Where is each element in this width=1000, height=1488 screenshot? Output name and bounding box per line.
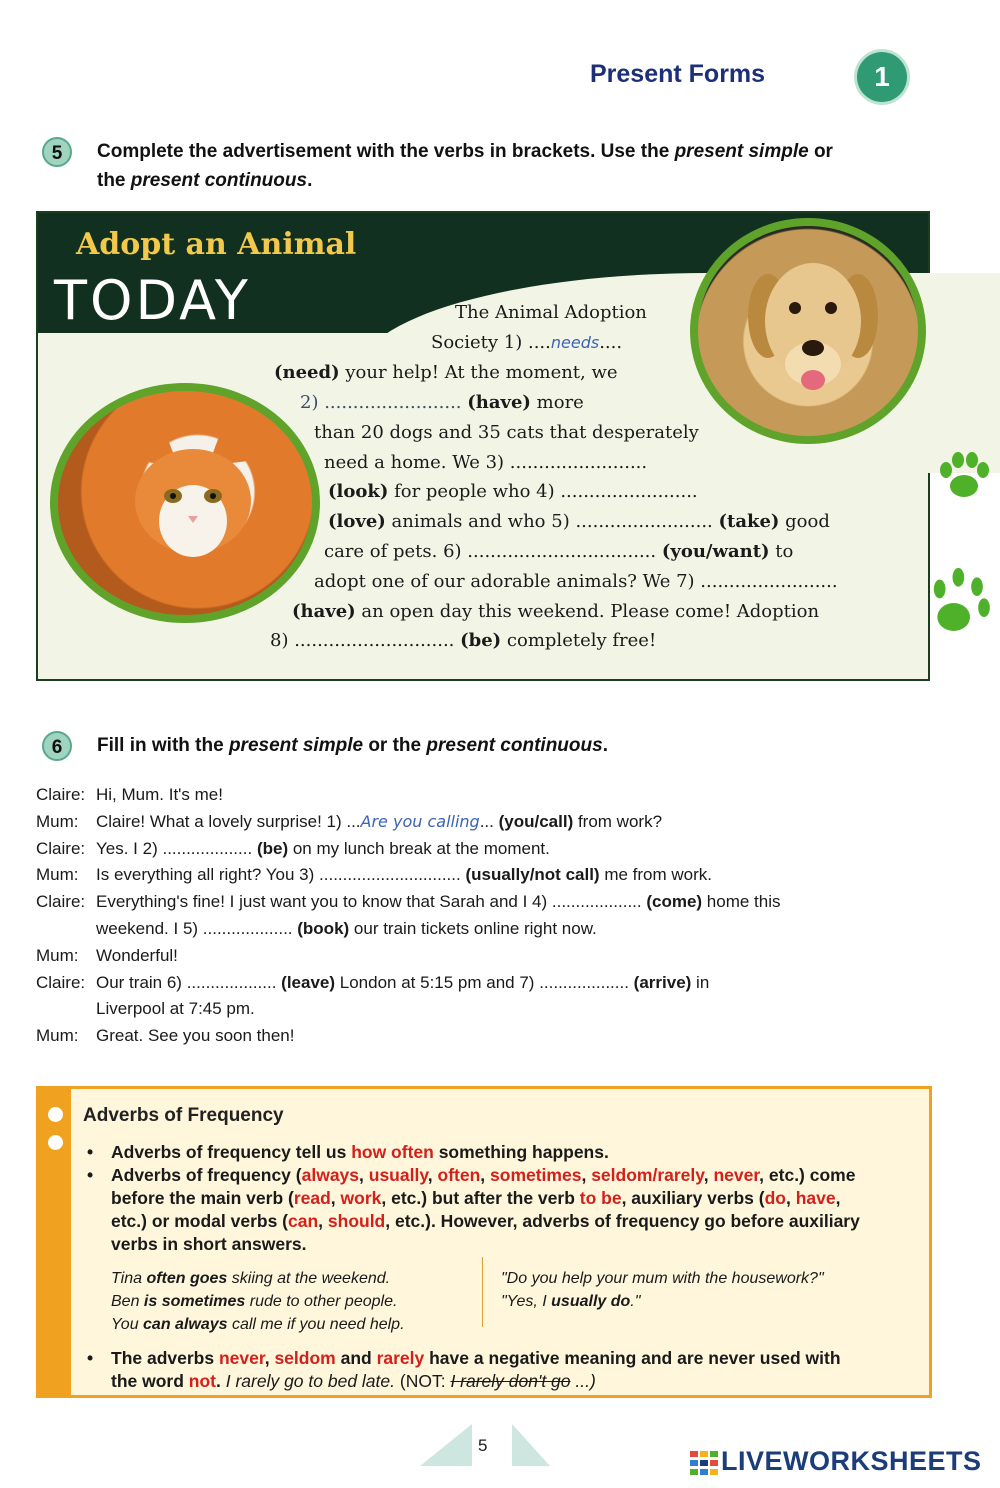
advert-line-6[interactable]: need a home. We 3) ........................ — [324, 452, 648, 473]
blank-5[interactable]: animals and who 5) ........................ — [385, 511, 719, 532]
grammar-title: Adverbs of Frequency — [83, 1105, 284, 1126]
speaker: Claire: — [36, 972, 86, 992]
footer-decoration-right — [512, 1424, 550, 1466]
liveworksheets-logo: LIVEWORKSHEETS — [690, 1446, 982, 1477]
dialogue-line: weekend. I 5) ................... (book) our train tickets online right now. — [96, 918, 597, 938]
dialogue — [36, 782, 936, 1050]
dialogue-line: Liverpool at 7:45 pm. — [96, 999, 255, 1019]
advert-line-10[interactable]: adopt one of our adorable animals? We 7) ........................ — [314, 571, 838, 592]
grammar-box: Adverbs of Frequency • Adverbs of frequency tell us how often something happens. • Adverbs of frequency (always, usually, often, sometimes, seldom/rarely, never, etc.) come before the main verb (read, work, etc.) but after the verb to be, auxiliary verbs (do, have, etc.) or modal verbs (can, should, etc.). However, adverbs of frequency go before auxiliary verbs in short answers. Tina often goes skiing at the weekend. Ben is sometimes rude to other people. You can always call me if you need help. "Do you help your mum with the housework?" "Yes, I usually do." • The adverbs never, seldom and rarely have a negative meaning and are never used with the word not. I rarely go to bed late. (NOT: I rarely don't go ...) — [36, 1086, 932, 1398]
advert-line-11: (have) an open day this weekend. Please come! Adoption — [292, 601, 820, 622]
blank-2[interactable]: 2) ........................ — [300, 392, 468, 413]
dog-photo — [690, 218, 926, 444]
dialogue-line: Claire: Everything's fine! I just want you to know that Sarah and I 4) ................... (come) home this — [36, 889, 936, 916]
ring-hole — [48, 1107, 63, 1122]
exercise-6-instruction: Fill in with the present simple or the present continuous. — [97, 735, 608, 756]
dialogue-line: Mum: Great. See you soon then! — [36, 1023, 936, 1050]
page-title: Present Forms — [590, 60, 766, 88]
example-divider — [482, 1257, 483, 1327]
advert-line-8: (love) animals and who 5) ........................ (take) good — [328, 511, 830, 532]
unit-number-badge: 1 — [857, 52, 907, 102]
example-sentence: You can always call me if you need help. — [111, 1316, 405, 1333]
advertisement-box — [36, 211, 930, 681]
dog-illustration-icon — [738, 246, 888, 426]
cat-photo — [50, 383, 320, 623]
blank-5[interactable]: weekend. I 5) ................... — [96, 918, 298, 938]
blank-8[interactable]: 8) ............................ — [270, 630, 461, 651]
advert-line-12: 8) ............................ (be) completely free! — [270, 630, 657, 651]
speaker: Claire: — [36, 785, 86, 804]
speaker: Mum: — [36, 811, 79, 831]
speaker: Mum: — [36, 945, 79, 965]
paw-print-icon — [930, 568, 996, 638]
advert-line-7: (look) for people who 4) ........................ — [328, 481, 698, 502]
cat-illustration-icon — [118, 421, 268, 571]
page-number: 5 — [478, 1436, 488, 1455]
dialogue-line: Mum: Is everything all right? You 3) .............................. (usually/not call) me from work. — [36, 862, 936, 889]
advert-line-4: 2) ........................ (have) more — [300, 392, 584, 413]
liveworksheets-grid-icon — [690, 1451, 718, 1475]
example-sentence: "Do you help your mum with the housework?" — [501, 1270, 824, 1287]
example-sentence: Tina often goes skiing at the weekend. — [111, 1270, 391, 1287]
advert-line-3: (need) your help! At the moment, we — [274, 362, 618, 383]
grammar-side-strip — [39, 1089, 71, 1395]
speaker: Claire: — [36, 838, 86, 858]
blank-4[interactable]: Everything's fine! I just want you to know that Sarah and I 4) ................... — [96, 892, 647, 912]
speaker: Claire: — [36, 892, 86, 912]
blank-7[interactable]: London at 5:15 pm and 7) ................... — [335, 972, 634, 992]
example-sentence: "Yes, I usually do." — [501, 1293, 641, 1310]
dialogue-line: Claire: Yes. I 2) ................... (be) on my lunch break at the moment. — [36, 836, 936, 863]
advert-line-5: than 20 dogs and 35 cats that desperately — [314, 422, 699, 443]
dialogue-line: Claire: Our train 6) ................... (leave) London at 5:15 pm and 7) ................... (arrive) in — [36, 970, 936, 997]
paw-print-icon — [936, 448, 992, 504]
exercise-5-instruction: Complete the advertisement with the verbs in brackets. Use the present simple or the present continuous. — [97, 141, 833, 191]
speaker: Mum: — [36, 1026, 79, 1046]
dialogue-line: Mum: Claire! What a lovely surprise! 1) ...Are you calling... (you/call) from work? — [36, 809, 936, 836]
blank-6[interactable]: Our train 6) ................... — [96, 972, 282, 992]
answer-1[interactable]: needs — [550, 333, 600, 352]
blank-4[interactable]: for people who 4) ........................ — [388, 481, 698, 502]
ring-hole — [48, 1135, 63, 1150]
exercise-6-number: 6 — [42, 731, 72, 761]
dialogue-line: Mum: Wonderful! — [36, 943, 936, 970]
blank-3[interactable]: Is everything all right? You 3) .............................. — [96, 865, 466, 885]
advertisement-title: Adopt an Animal — [76, 227, 357, 262]
advert-line-1: The Animal Adoption — [455, 302, 647, 323]
footer-decoration-left — [420, 1424, 472, 1466]
advert-line-2: Society 1) ....needs.... — [431, 332, 623, 353]
speaker: Mum: — [36, 865, 79, 885]
advert-line-9: care of pets. 6) ................................. (you/want) to — [324, 541, 794, 562]
exercise-5-number: 5 — [42, 137, 72, 167]
blank-6[interactable]: care of pets. 6) ................................. — [324, 541, 662, 562]
dialogue-line: Claire: Hi, Mum. It's me! — [36, 782, 936, 809]
example-sentence: Ben is sometimes rude to other people. — [111, 1293, 398, 1310]
blank-2[interactable]: Yes. I 2) ................... — [96, 838, 257, 858]
answer-1[interactable]: Are you calling — [360, 811, 480, 831]
advertisement-today: TODAY — [54, 269, 251, 332]
